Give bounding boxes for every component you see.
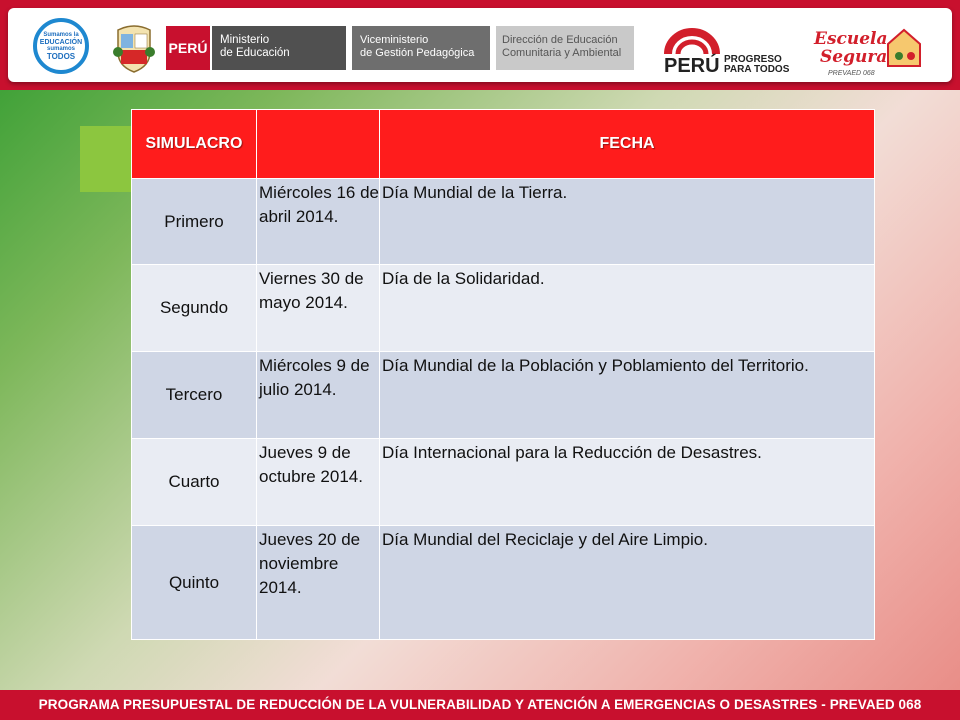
sumamos-todos-logo [33, 18, 89, 74]
viceministerio-label [352, 26, 490, 70]
ministerio-line-1: Ministerio [220, 34, 270, 46]
green-accent-square [80, 126, 132, 192]
peru-tagline-line-2: PARA TODOS [724, 64, 790, 74]
simulacro-table [131, 109, 875, 640]
direccion-label [496, 26, 634, 70]
header-fecha: FECHA [380, 110, 875, 179]
viceministerio-line-2: de Gestión Pedagógica [360, 47, 475, 59]
direccion-line-2: Comunitaria y Ambiental [502, 47, 622, 59]
cell-evento: Día Mundial del Reciclaje y del Aire Limpio. [380, 526, 875, 640]
ministerio-label [212, 26, 346, 70]
cell-fecha: Miércoles 16 de abril 2014. [257, 179, 380, 265]
header-empty [257, 110, 380, 179]
cell-fecha: Miércoles 9 de julio 2014. [257, 352, 380, 439]
peru-tagline-line-1: PROGRESO [724, 54, 782, 65]
peru-progreso-logo [662, 28, 802, 74]
cell-simulacro: Segundo [132, 265, 257, 352]
national-shield-icon [112, 22, 156, 74]
table-row [132, 352, 875, 439]
escuela-segura-logo [808, 22, 926, 78]
cell-evento: Día Internacional para la Reducción de Desastres. [380, 439, 875, 526]
direccion-line-1: Dirección de Educación [502, 34, 618, 46]
cell-evento: Día Mundial de la Tierra. [380, 179, 875, 265]
cell-simulacro: Tercero [132, 352, 257, 439]
cell-evento: Día Mundial de la Población y Poblamiento del Territorio. [380, 352, 875, 439]
ministerio-line-2: de Educación [220, 47, 290, 59]
header-simulacro: SIMULACRO [132, 110, 257, 179]
prevaed-text: PREVAED 068 [828, 70, 875, 77]
cell-fecha: Viernes 30 de mayo 2014. [257, 265, 380, 352]
cell-simulacro: Quinto [132, 526, 257, 640]
segura-text: Segura [820, 47, 888, 67]
cell-simulacro: Primero [132, 179, 257, 265]
escuela-text: Escuela [814, 29, 888, 49]
footer-bar [0, 690, 960, 720]
table-row [132, 439, 875, 526]
cell-fecha: Jueves 20 de noviembre 2014. [257, 526, 380, 640]
cell-fecha: Jueves 9 de octubre 2014. [257, 439, 380, 526]
viceministerio-line-1: Viceministerio [360, 34, 429, 46]
logo-line-2: EDUCACIÓN [39, 39, 83, 46]
footer-text: PROGRAMA PRESUPUESTAL DE REDUCCIÓN DE LA VULNERABILIDAD Y ATENCIÓN A EMERGENCIAS O DESASTRES - PREVAED 068 [38, 697, 922, 712]
logo-line-1: Sumamos la [43, 32, 79, 38]
logo-line-4: TODOS [46, 52, 76, 61]
table-row [132, 526, 875, 640]
cell-simulacro: Cuarto [132, 439, 257, 526]
cell-evento: Día de la Solidaridad. [380, 265, 875, 352]
table-header-row [132, 110, 875, 179]
table-row [132, 265, 875, 352]
peru-label: PERÚ [166, 26, 210, 70]
table-row [132, 179, 875, 265]
peru-brand-text: PERÚ [664, 55, 720, 74]
logo-line-3: sumamos [46, 46, 75, 52]
